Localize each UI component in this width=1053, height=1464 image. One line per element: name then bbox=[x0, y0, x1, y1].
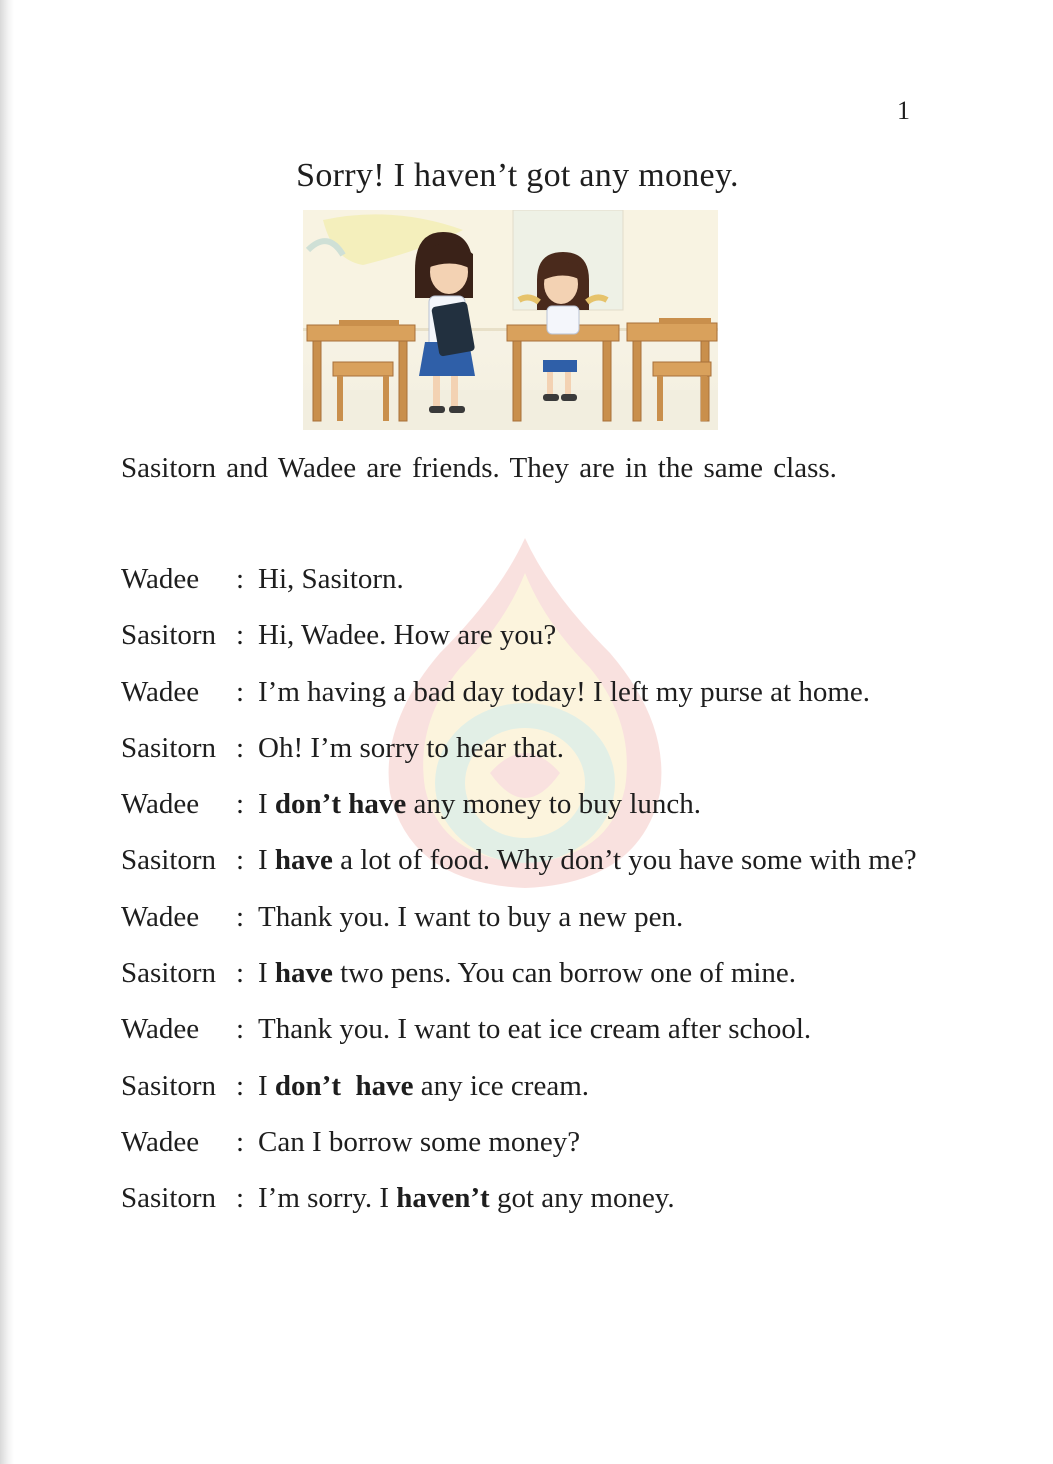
text-segment: I bbox=[258, 957, 275, 990]
speaker-name: Wadee bbox=[121, 563, 200, 595]
dialogue-line bbox=[121, 720, 921, 776]
classroom-two-girls-desks-illustration bbox=[303, 210, 718, 430]
dialogue-text bbox=[258, 889, 918, 945]
speaker-name: Sasitorn bbox=[121, 1069, 217, 1102]
dialogue-text bbox=[258, 664, 918, 720]
text-segment: Can I borrow some money? bbox=[258, 1125, 581, 1158]
speaker-name: Wadee bbox=[121, 1125, 200, 1158]
dialogue-text bbox=[258, 607, 918, 663]
text-segment: a lot of food. Why don’t you have some with me? bbox=[332, 844, 917, 877]
dialogue-text bbox=[258, 832, 918, 888]
speaker-colon: : bbox=[236, 1182, 245, 1215]
speaker-name: Sasitorn bbox=[121, 619, 217, 652]
dialogue-line bbox=[121, 664, 921, 720]
dialogue-text bbox=[258, 720, 918, 776]
dialogue-line bbox=[121, 1170, 921, 1226]
speaker-colon: : bbox=[236, 788, 245, 821]
text-segment: any money to buy lunch. bbox=[406, 788, 702, 821]
text-segment: I bbox=[258, 844, 275, 877]
page-number: 1 bbox=[897, 96, 910, 125]
text-segment: I’m sorry. I bbox=[258, 1182, 397, 1215]
dialogue-line bbox=[121, 607, 921, 663]
speaker-name: Wadee bbox=[121, 675, 200, 708]
text-segment: Thank you. I want to eat ice cream after school. bbox=[258, 1013, 812, 1046]
dialogue-line bbox=[121, 1058, 921, 1114]
dialogue-list bbox=[121, 551, 921, 1227]
speaker-name: Sasitorn bbox=[121, 1182, 217, 1215]
text-segment: two pens. You can borrow one of mine. bbox=[332, 957, 797, 990]
text-segment: I bbox=[258, 788, 275, 821]
speaker-colon: : bbox=[236, 1013, 245, 1046]
speaker-colon: : bbox=[236, 900, 245, 933]
dialogue-line bbox=[121, 889, 921, 945]
dialogue-text bbox=[258, 551, 918, 607]
bold-grammar-phrase: have bbox=[274, 844, 333, 877]
speaker-name: Sasitorn bbox=[121, 844, 217, 877]
intro-paragraph: Sasitorn and Wadee are friends. They are in the same class. bbox=[121, 452, 837, 484]
page-title: Sorry! I haven’t got any money. bbox=[296, 157, 739, 194]
dialogue-text bbox=[258, 1001, 918, 1057]
speaker-colon: : bbox=[236, 1125, 245, 1158]
bold-grammar-phrase: have bbox=[274, 957, 333, 990]
binding-shadow bbox=[0, 0, 14, 1464]
speaker-colon: : bbox=[236, 731, 245, 764]
text-segment: Oh! I’m sorry to hear that. bbox=[258, 731, 565, 764]
dialogue-line bbox=[121, 1114, 921, 1170]
text-segment: got any money. bbox=[489, 1182, 675, 1215]
dialogue-line bbox=[121, 1001, 921, 1057]
dialogue-line bbox=[121, 776, 921, 832]
text-segment: Thank you. I want to buy a new pen. bbox=[258, 900, 684, 933]
dialogue-text bbox=[258, 776, 918, 832]
bold-grammar-phrase: don’t have bbox=[274, 1069, 414, 1102]
bold-grammar-phrase: don’t have bbox=[274, 788, 407, 821]
speaker-name: Sasitorn bbox=[121, 957, 217, 990]
speaker-name: Wadee bbox=[121, 788, 200, 821]
speaker-colon: : bbox=[236, 844, 245, 877]
speaker-colon: : bbox=[236, 563, 245, 595]
dialogue-text bbox=[258, 1170, 918, 1226]
speaker-name: Wadee bbox=[121, 900, 200, 933]
text-segment: Hi, Sasitorn. bbox=[258, 563, 404, 595]
speaker-colon: : bbox=[236, 957, 245, 990]
text-segment: I’m having a bad day today! I left my purse at home. bbox=[258, 675, 871, 708]
classroom-illustration bbox=[303, 210, 718, 430]
dialogue-text bbox=[258, 945, 918, 1001]
bold-grammar-phrase: haven’t bbox=[396, 1182, 490, 1215]
dialogue-line bbox=[121, 832, 921, 888]
speaker-name: Sasitorn bbox=[121, 731, 217, 764]
speaker-colon: : bbox=[236, 675, 245, 708]
dialogue-line bbox=[121, 945, 921, 1001]
text-segment: I bbox=[258, 1069, 275, 1102]
speaker-colon: : bbox=[236, 1069, 245, 1102]
speaker-colon: : bbox=[236, 619, 245, 652]
dialogue-text bbox=[258, 1114, 918, 1170]
text-segment: Hi, Wadee. How are you? bbox=[258, 619, 557, 652]
speaker-name: Wadee bbox=[121, 1013, 200, 1046]
text-segment: any ice cream. bbox=[413, 1069, 590, 1102]
dialogue-line bbox=[121, 551, 921, 607]
dialogue-text bbox=[258, 1058, 918, 1114]
